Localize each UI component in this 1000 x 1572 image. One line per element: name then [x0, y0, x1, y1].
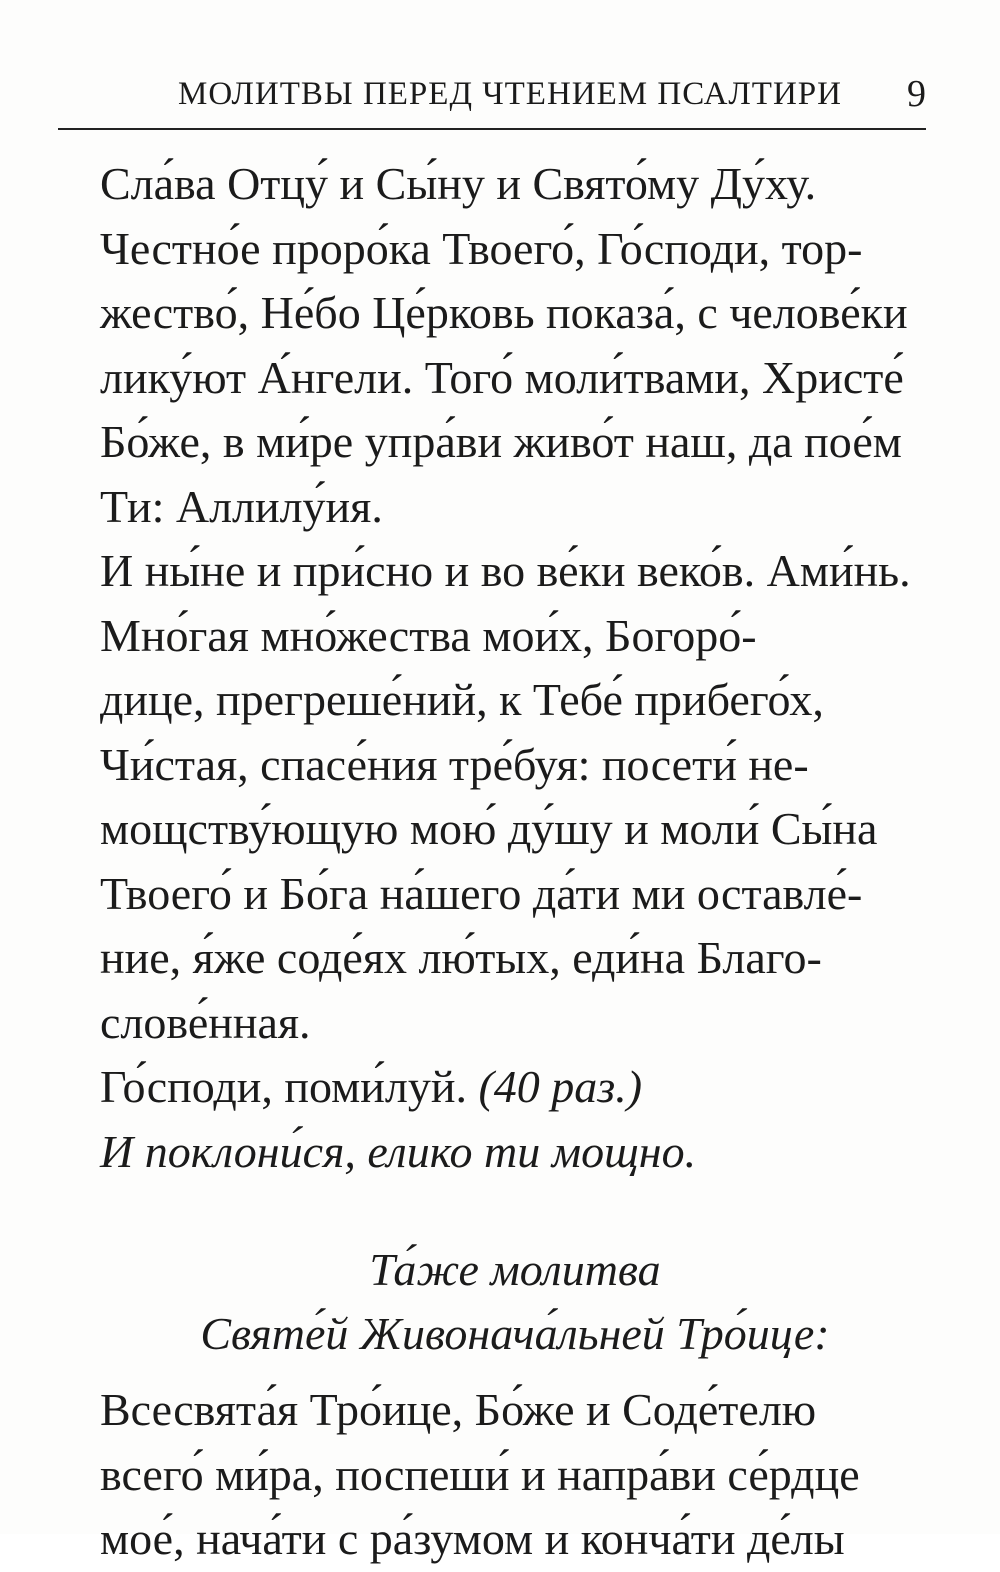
text-line: жество́, Не́бо Це́рковь показа́, с челове́ки: [100, 287, 908, 338]
page-number: 9: [907, 73, 926, 115]
text-line: Всесвята́я Тро́ице, Бо́же и Соде́телю: [100, 1384, 817, 1435]
heading-line-1: Та́же молитва: [369, 1244, 661, 1295]
paragraph-lord-have-mercy: [100, 1055, 930, 1120]
text-line: Чи́стая, спасе́ния тре́буя: посети́ не-: [100, 738, 809, 790]
paragraph-theotokion: [100, 604, 930, 1056]
text-line: Бо́же, в ми́ре упра́ви живо́т наш, да пое́м: [100, 416, 902, 467]
paragraph-glory: [100, 152, 930, 217]
running-title: МОЛИТВЫ ПЕРЕД ЧТЕНИЕМ ПСАЛТИРИ: [178, 76, 842, 112]
text-line: всего́ ми́ра, поспеши́ и напра́ви се́рдце: [100, 1448, 860, 1500]
text-line: Твоего́ и Бо́га на́шего да́ти ми оставле́-: [100, 867, 863, 919]
rubric-bow-text: И поклони́ся, елико ти мощно.: [100, 1125, 697, 1177]
text-line: Честно́е проро́ка Твоего́, Го́споди, тор-: [100, 222, 863, 274]
text-line: ние, я́же соде́ях лю́тых, еди́на Благо-: [100, 932, 822, 983]
body-text: [100, 152, 930, 1572]
heading-line-2: Святе́й Живонача́льней Тро́ице:: [200, 1308, 830, 1359]
lord-have-mercy-text: Го́споди, поми́луй.: [100, 1061, 467, 1112]
text-line: дице, прегреше́ний, к Тебе́ прибего́х,: [100, 674, 824, 725]
paragraph-troparion: [100, 217, 930, 540]
text-line: Мно́гая мно́жества мои́х, Богоро́-: [100, 609, 757, 661]
text-line: Ти: Аллилу́ия.: [100, 480, 383, 532]
text-line: мое́, нача́ти с ра́зумом и конча́ти де́лы: [100, 1513, 845, 1564]
rubric-forty-times: (40 раз.): [478, 1061, 643, 1112]
text-line: лику́ют А́нгели. Того́ моли́твами, Христе́: [100, 351, 904, 403]
text-line: И ны́не и при́сно и во ве́ки веко́в. Ами́нь.: [100, 545, 911, 596]
text-line: мощству́ющую мою́ ду́шу и моли́ Сы́на: [100, 803, 878, 854]
running-header: [58, 70, 926, 130]
text-line: слове́нная.: [100, 996, 311, 1048]
text-line: Сла́ва Отцу́ и Сы́ну и Свято́му Ду́ху.: [100, 158, 817, 209]
paragraph-trinity-prayer: [100, 1378, 930, 1572]
section-heading: [100, 1238, 930, 1366]
rubric-bow: [100, 1120, 930, 1185]
paragraph-now-and-ever: [100, 539, 930, 604]
